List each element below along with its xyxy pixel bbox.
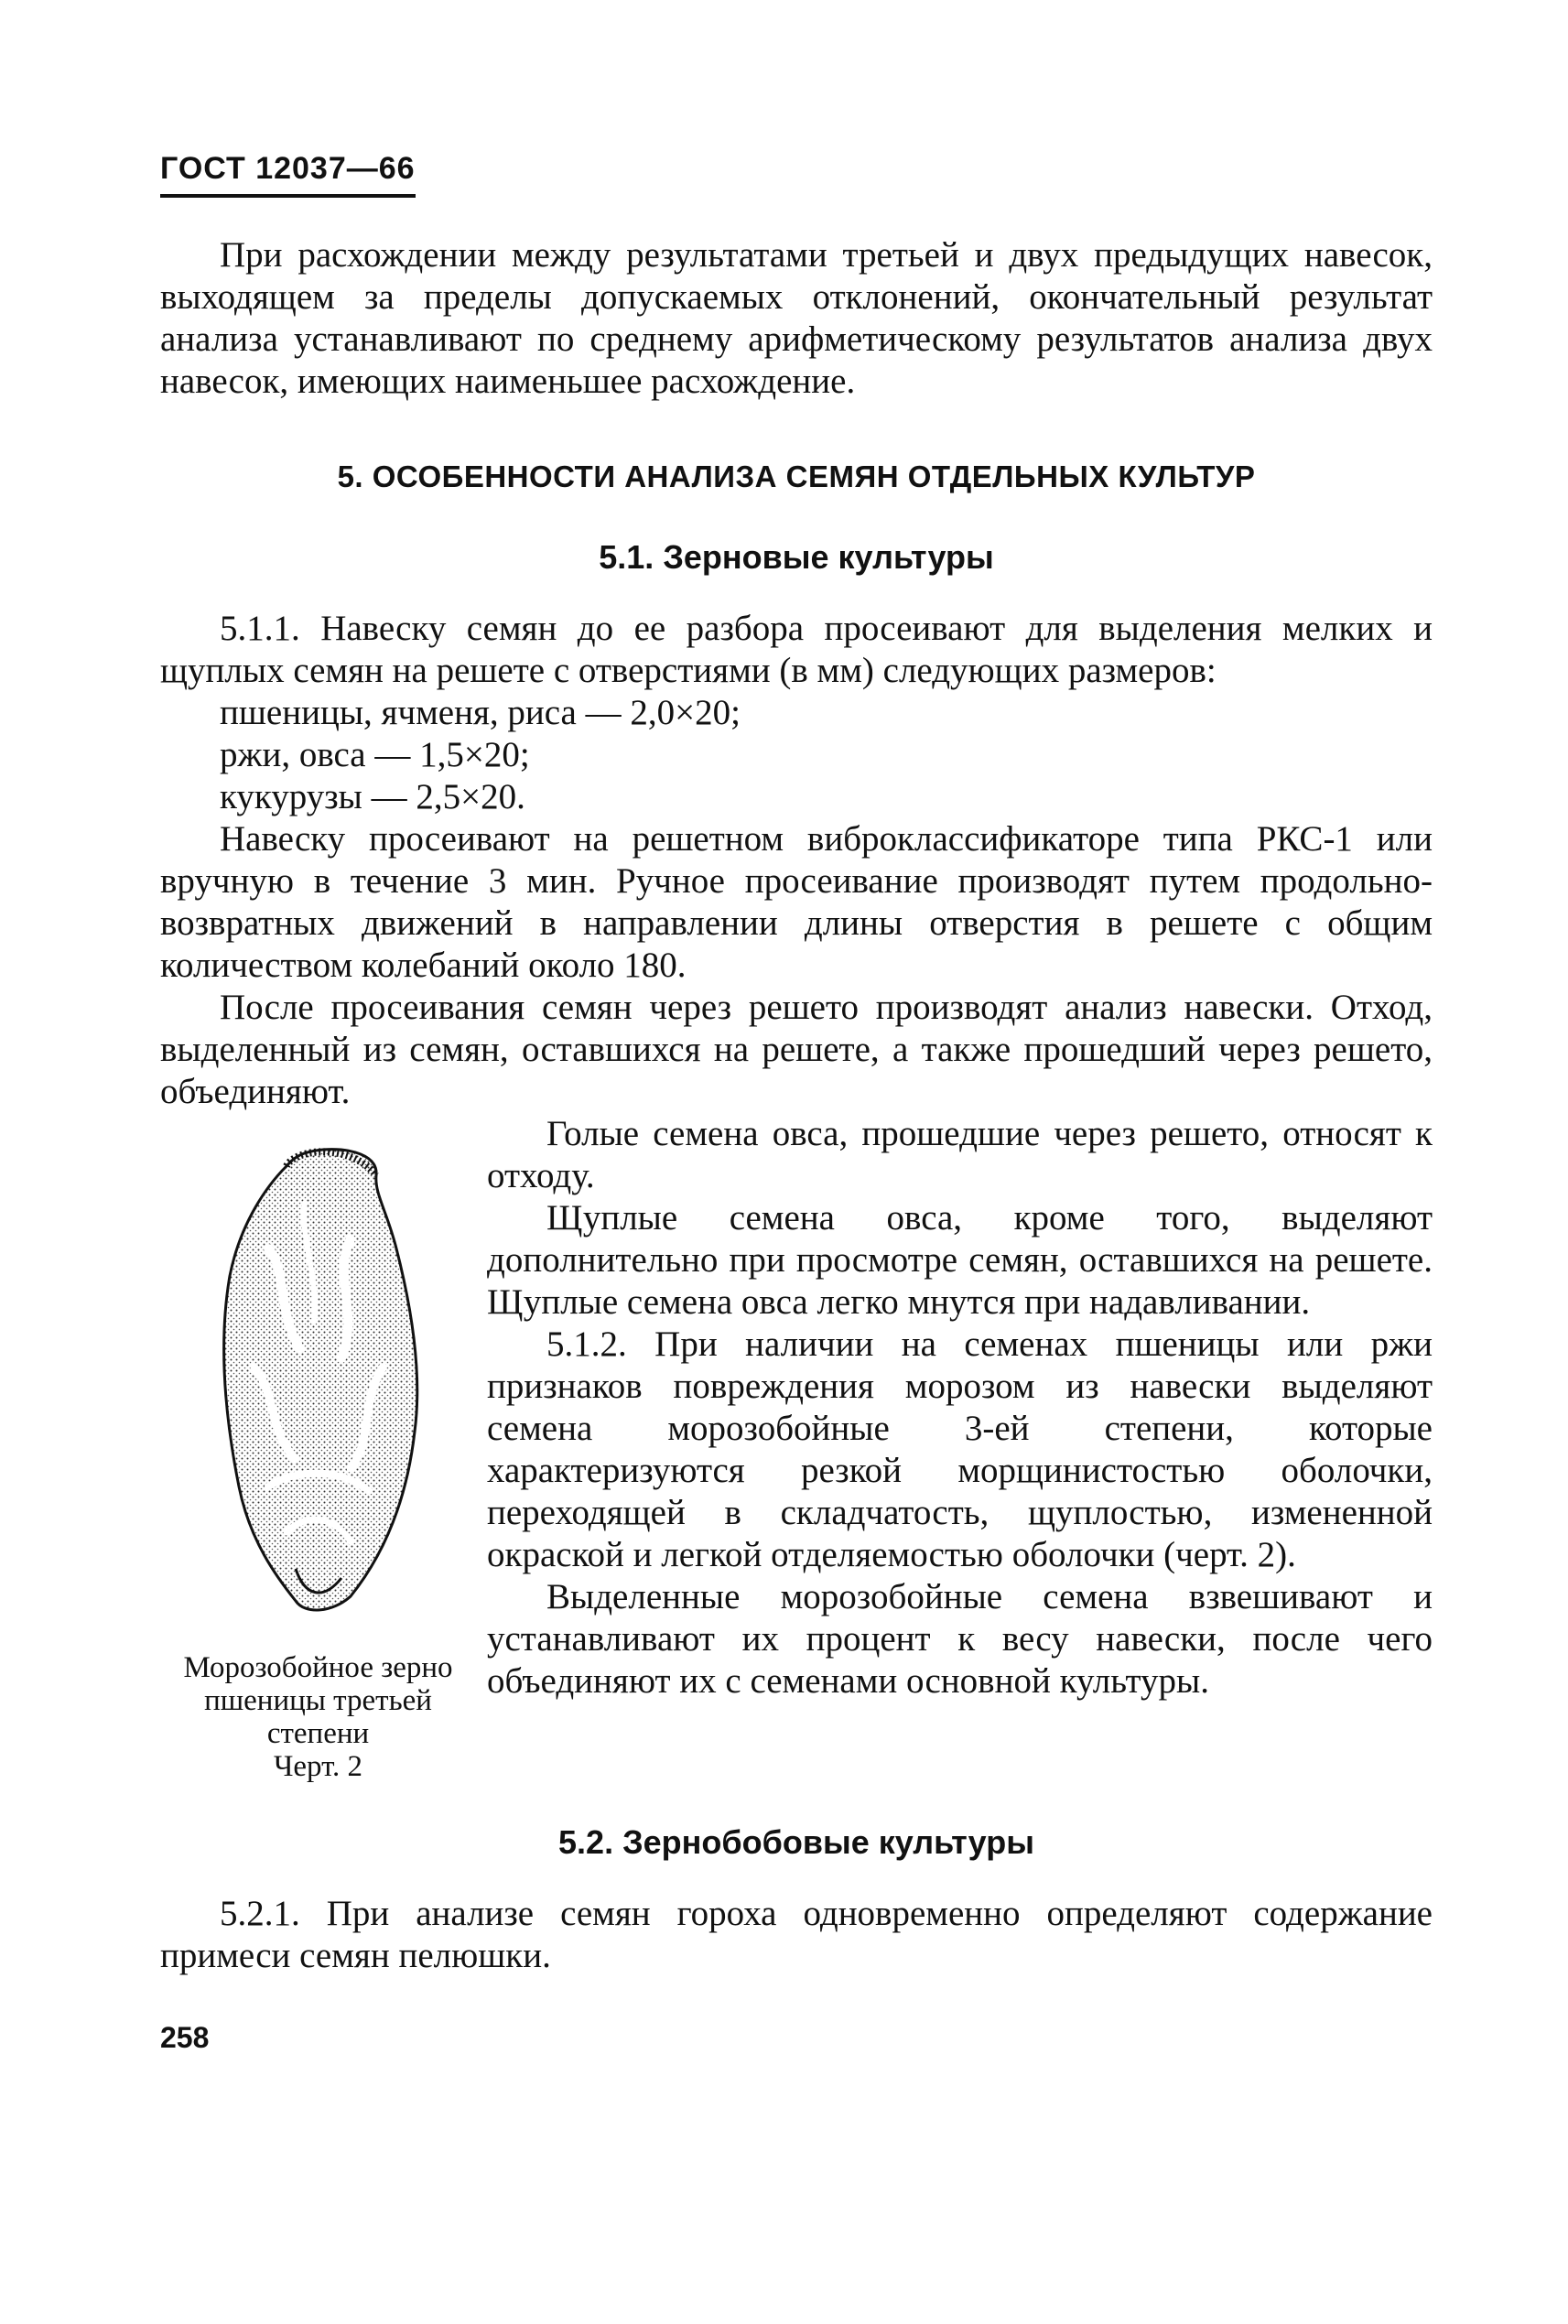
frost-damaged-grain-icon — [213, 1139, 424, 1615]
subsection-title-5-1: 5.1. Зерновые культуры — [599, 538, 994, 576]
paragraph-weighed: Выделенные морозобойные семена взвешивают и устанавливают их процент к весу навески, после чего объединяют их с семенами основной культуры. — [487, 1577, 1433, 1701]
paragraph-5-1-1: 5.1.1. Навеску семян до ее разбора просеивают для выделения мелких и щуплых семян на решете с отверстиями (в мм) следующих размеров: — [160, 609, 1433, 690]
figure-caption-line: пшеницы третьей — [204, 1684, 432, 1717]
paragraph-after-sifting: После просеивания семян через решето производят анализ навески. Отход, выделенный из семян, оставшихся на решете, а также прошедший через решето, объединяют. — [160, 988, 1433, 1111]
paragraph-bare-oats: Голые семена овса, прошедшие через решето, относят к отходу. — [487, 1114, 1433, 1195]
paragraph-shriveled-oats: Щуплые семена овса, кроме того, выделяют дополнительно при просмотре семян, оставшихся на решете. Щуплые семена овса легко мнутся при надавливании. — [487, 1198, 1433, 1322]
figure-2 — [160, 1119, 476, 1783]
paragraph-5-1-2: 5.1.2. При наличии на семенах пшеницы или ржи признаков повреждения морозом из навески выделяют семена морозобойные 3-ей степени, которые характеризуются резкой морщинистостью оболочки, переходящей в складчатость, щуплостью, измененной окраской и легкой отделяемостью оболочки (черт. 2). — [487, 1324, 1433, 1574]
section-title: 5. ОСОБЕННОСТИ АНАЛИЗА СЕМЯН ОТДЕЛЬНЫХ КУЛЬТУР — [337, 459, 1256, 493]
figure-caption — [160, 1651, 476, 1783]
intro-paragraph: При расхождении между результатами третьей и двух предыдущих навесок, выходящем за пределы допускаемых отклонений, окончательный результат анализа устанавливают по среднему арифметическому результатов анализа двух навесок, имеющих наименьшее расхождение. — [160, 235, 1433, 401]
document-page — [160, 151, 1433, 2055]
subsection-title-5-2: 5.2. Зернобобовые культуры — [558, 1823, 1034, 1861]
sieve-size-item: пшеницы, ячменя, риса — 2,0×20; — [220, 693, 741, 732]
figure-label: Черт. 2 — [273, 1750, 363, 1783]
figure-caption-line: Морозобойное зерно — [183, 1651, 453, 1684]
page-number: 258 — [160, 2021, 210, 2054]
paragraph-sifting: Навеску просеивают на решетном виброклассификаторе типа РКС-1 или вручную в течение 3 мин. Ручное просеивание производят путем продольно-возвратных движений в направлении длины отверстия в решете с общим количеством колебаний около 180. — [160, 819, 1433, 985]
sieve-size-item: кукурузы — 2,5×20. — [220, 777, 525, 816]
document-header: ГОСТ 12037—66 — [160, 151, 416, 198]
paragraph-5-2-1: 5.2.1. При анализе семян гороха одновременно определяют содержание примеси семян пелюшки. — [160, 1894, 1433, 1975]
figure-caption-line: степени — [266, 1717, 370, 1750]
sieve-size-item: ржи, овса — 1,5×20; — [220, 735, 530, 774]
